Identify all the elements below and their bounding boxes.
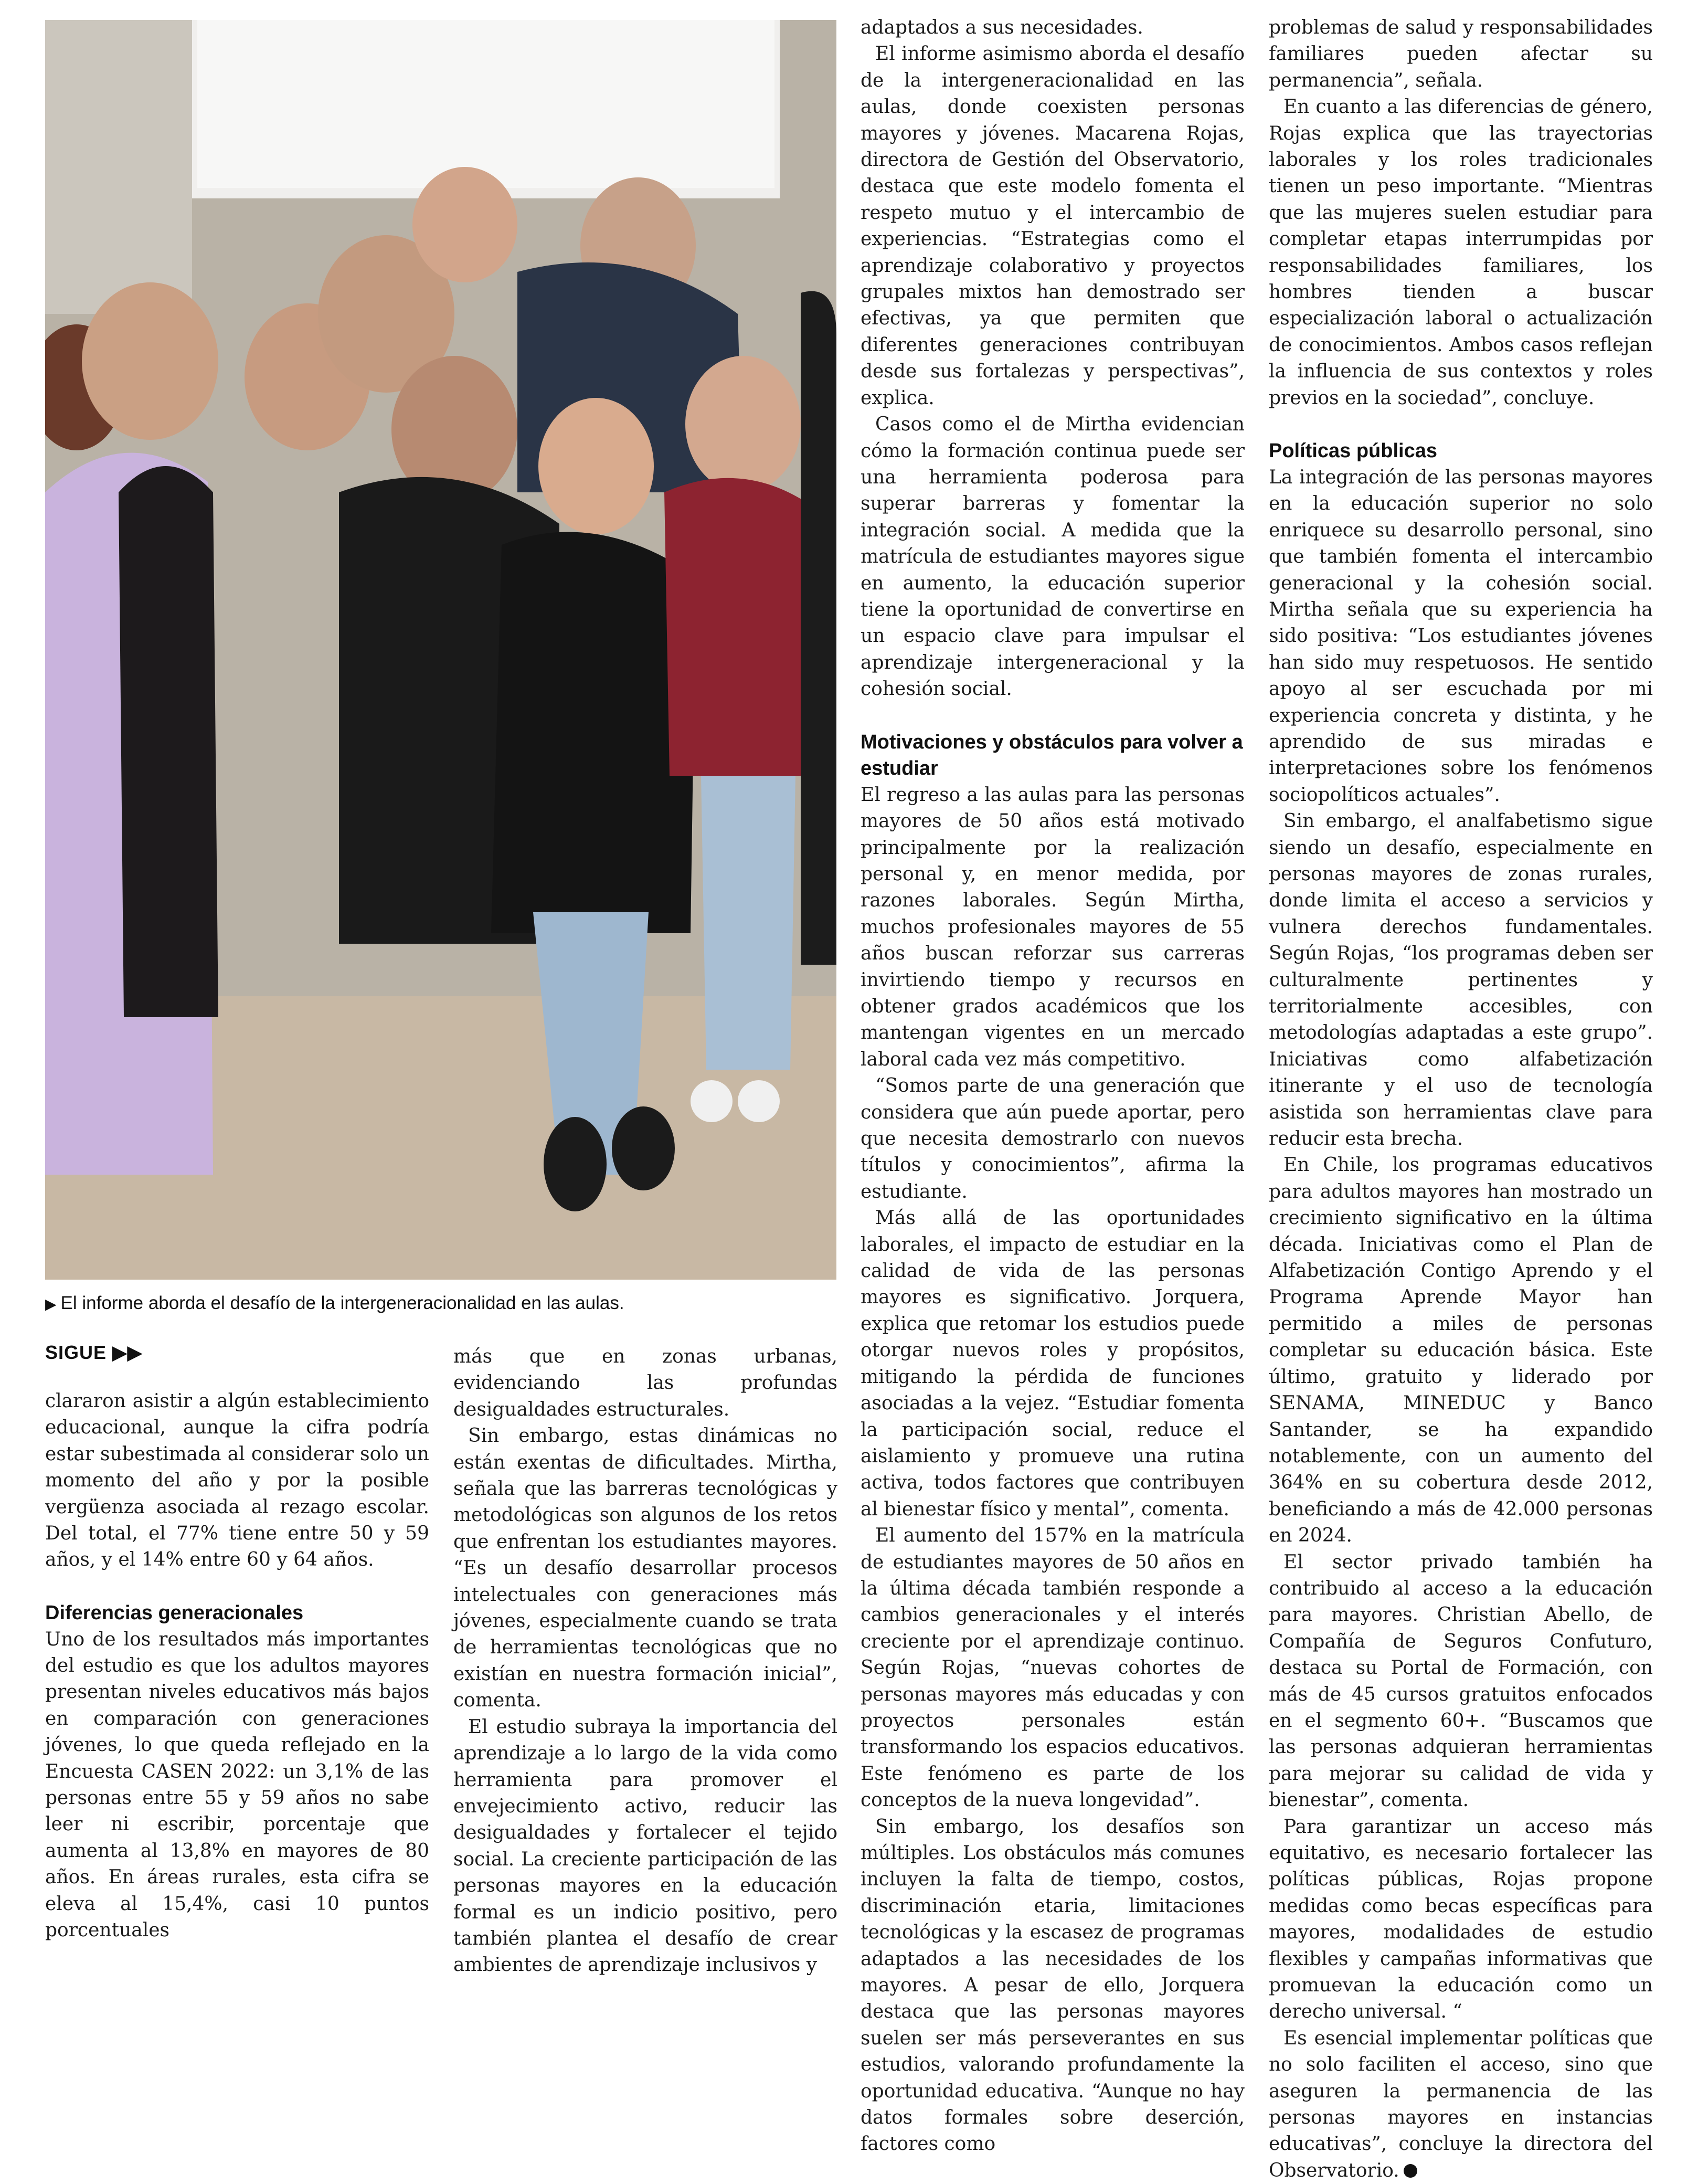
paragraph: “Somos parte de una generación que considera que aún puede aportar, pero que necesita demostrarlo con nuevos títulos y conocimientos”, afirma la estudiante.: [861, 1075, 1245, 1202]
caption-marker-icon: ▶: [45, 1296, 57, 1312]
paragraph: Sin embargo, estas dinámicas no están exentas de dificultades. Mirtha, señala que las barreras tecnológicas y metodológicas son algunos de los retos que enfrentan los estudiantes mayores. “Es un desafío desarrollar procesos intelectuales con generaciones más jóvenes, especialmente cuando se trata de herramientas tecnológicas que no existían en nuestra formación inicial”, comenta.: [453, 1425, 837, 1712]
paragraph: clararon asistir a algún establecimiento educacional, aunque la cifra podría estar subestimada al considerar solo un momento del año y por la posible vergüenza asociada al rezago escolar. Del total, el 77% tiene entre 50 y 59 años, y el 14% entre 60 y 64 años.: [45, 1390, 429, 1571]
paragraph-final-text: Es esencial implementar políticas que no solo faciliten el acceso, sino que aseguren la permanencia de las personas mayores en instancias educativas”, concluye la directora del Observatorio.: [1269, 2027, 1653, 2181]
paragraph: En cuanto a las diferencias de género, Rojas explica que las trayectorias laborales y los roles tradicionales tienen un peso importante. “Mientras que las mujeres suelen estudiar para completar etapas interrumpidas por responsabilidades familiares, los hombres tienden a buscar especialización laboral o actualización de conocimientos. Ambos casos reflejan la influencia de sus contextos y roles previos en la sociedad”, concluye.: [1269, 96, 1653, 409]
continue-marker: SIGUE ▶▶: [45, 1342, 143, 1363]
paragraph: problemas de salud y responsabilidades familiares pueden afectar su permanencia”, señala.: [1269, 17, 1653, 91]
column-1: [45, 1388, 429, 1944]
paragraph: Para garantizar un acceso más equitativo, es necesario fortalecer las políticas públicas, Rojas propone medidas como becas específicas para mayores, modalidades de estudio flexibles y campañas informativas que promuevan la educación como un derecho universal. “: [1269, 1816, 1653, 2023]
paragraph: El sector privado también ha contribuido al acceso a la educación para mayores. Christian Abello, de Compañía de Seguros Confuturo, destaca su Portal de Formación, con más de 45 cursos gratuitos enfocados en el segmento 60+. “Buscamos que las personas adquieran herramientas para mejorar su calidad de vida y bienestar”, comenta.: [1269, 1551, 1653, 1811]
section-heading-diferencias: Diferencias generacionales: [45, 1602, 304, 1624]
end-of-article-icon: [1404, 2164, 1417, 2178]
paragraph: El regreso a las aulas para las personas mayores de 50 años está motivado principalmente por la realización personal y, en menor medida, por razones laborales. Según Mirtha, muchos profesionales mayores de 55 años buscan reforzar sus carreras invirtiendo tiempo y recursos en obtener grados académicos que los mantengan vigentes en un mercado laboral cada vez más competitivo.: [861, 784, 1245, 1070]
paragraph: Uno de los resultados más importantes del estudio es que los adultos mayores presentan niveles educativos más bajos en comparación con generaciones jóvenes, lo que queda reflejado en la Encuesta CASEN 2022: un 3,1% de las personas entre 55 y 59 años no sabe leer ni escribir, porcentaje que aumenta al 13,8% en mayores de 80 años. En áreas rurales, esta cifra se eleva al 15,4%, casi 10 puntos porcentuales: [45, 1628, 429, 1942]
paragraph: En Chile, los programas educativos para adultos mayores han mostrado un crecimiento significativo en la última década. Iniciativas como el Plan de Alfabetización Contigo Aprendo y el Programa Aprende Mayor han permitido a miles de personas completar su educación básica. Este último, gratuito y liderado por SENAMA, MINEDUC y Banco Santander, se ha expandido notablemente, con un aumento del 364% en su cobertura desde 2012, beneficiando a más de 42.000 personas en 2024.: [1269, 1154, 1653, 1547]
group-photo-icon: [45, 20, 836, 1280]
caption-text: El informe aborda el desafío de la intergeneracionalidad en las aulas.: [60, 1293, 624, 1313]
paragraph: Más allá de las oportunidades laborales, el impacto de estudiar en la calidad de vida de las personas mayores es significativo. Jorquera, explica que retomar los estudios puede otorgar nuevos roles y propósitos, mitigando la pérdida de funciones asociadas a la vejez. “Estudiar fomenta la participación social, reduce el aislamiento y promueve una rutina activa, todos factores que contribuyen al bienestar físico y mental”, comenta.: [861, 1207, 1245, 1520]
paragraph: Sin embargo, los desafíos son múltiples. Los obstáculos más comunes incluyen la falta de tiempo, costos, discriminación etaria, limitaciones tecnológicas y la escasez de programas adaptados a las necesidades de los mayores. A pesar de ello, Jorquera destaca que las personas mayores suelen ser más perseverantes en sus estudios, valorando profundamente la oportunidad educativa. “Aunque no hay datos formales sobre deserción, factores como: [861, 1816, 1245, 2155]
group-photo: [45, 20, 836, 1280]
paragraph: La integración de las personas mayores en la educación superior no solo enriquece su desarrollo personal, sino que también fomenta el intercambio generacional y la cohesión social. Mirtha señala que su experiencia ha sido positiva: “Los estudiantes jóvenes han sido muy respetuosos. He sentido apoyo al ser escuchada por mi experiencia concreta y distinta, y he aprendido de sus miradas e interpretaciones sobre los fenómenos sociopolíticos actuales”.: [1269, 466, 1653, 806]
photo-caption: [45, 1291, 836, 1316]
paragraph: El informe asimismo aborda el desafío de la intergeneracionalidad en las aulas, donde coexisten personas mayores y jóvenes. Macarena Rojas, directora de Gestión del Observatorio, destaca que este modelo fomenta el respeto mutuo y el intercambio de experiencias. “Estrategias como el aprendizaje colaborativo y proyectos grupales mixtos han demostrado ser efectivas, ya que permiten que diferentes generaciones contribuyan desde sus fortalezas y perspectivas”, explica.: [861, 43, 1245, 409]
section-heading-politicas: Políticas públicas: [1269, 440, 1437, 462]
paragraph: El estudio subraya la importancia del aprendizaje a lo largo de la vida como herramienta para promover el envejecimiento activo, reducir las desigualdades y fortalecer el tejido social. La creciente participación de las personas mayores en la educación formal es un indicio positivo, pero también plantea el desafío de crear ambientes de aprendizaje inclusivos y: [453, 1716, 837, 1976]
paragraph: Sin embargo, el analfabetismo sigue siendo un desafío, especialmente en personas mayores de zonas rurales, donde limita el acceso a servicios y vulnera derechos fundamentales. Según Rojas, “los programas deben ser culturalmente pertinentes y territorialmente accesibles, con metodologías adaptadas a este grupo”. Iniciativas como alfabetización itinerante y el uso de tecnología asistida son herramientas clave para reducir esta brecha.: [1269, 810, 1653, 1150]
paragraph: Casos como el de Mirtha evidencian cómo la formación continua puede ser una herramienta poderosa para superar barreras y fomentar la integración social. A medida que la matrícula de estudiantes mayores sigue en aumento, la educación superior tiene la oportunidad de convertirse en un espacio clave para impulsar el aprendizaje intergeneracional y la cohesión social.: [861, 414, 1245, 700]
column-3: [861, 15, 1245, 2158]
column-2: [453, 1344, 837, 1979]
paragraph: El aumento del 157% en la matrícula de estudiantes mayores de 50 años en la última década también responde a cambios generacionales y el interés creciente por el aprendizaje continuo. Según Rojas, “nuevas cohortes de personas mayores más educadas y con proyectos personales están transformando los espacios educativos. Este fenómeno es parte de los conceptos de la nueva longevidad”.: [861, 1525, 1245, 1811]
column-4: [1269, 15, 1653, 2184]
paragraph: adaptados a sus necesidades.: [861, 17, 1143, 38]
section-heading-motivaciones: Motivaciones y obstáculos para volver a estudiar: [861, 731, 1243, 780]
paragraph: más que en zonas urbanas, evidenciando las profundas desigualdades estructurales.: [453, 1346, 837, 1420]
paragraph-final: [1269, 2025, 1653, 2184]
